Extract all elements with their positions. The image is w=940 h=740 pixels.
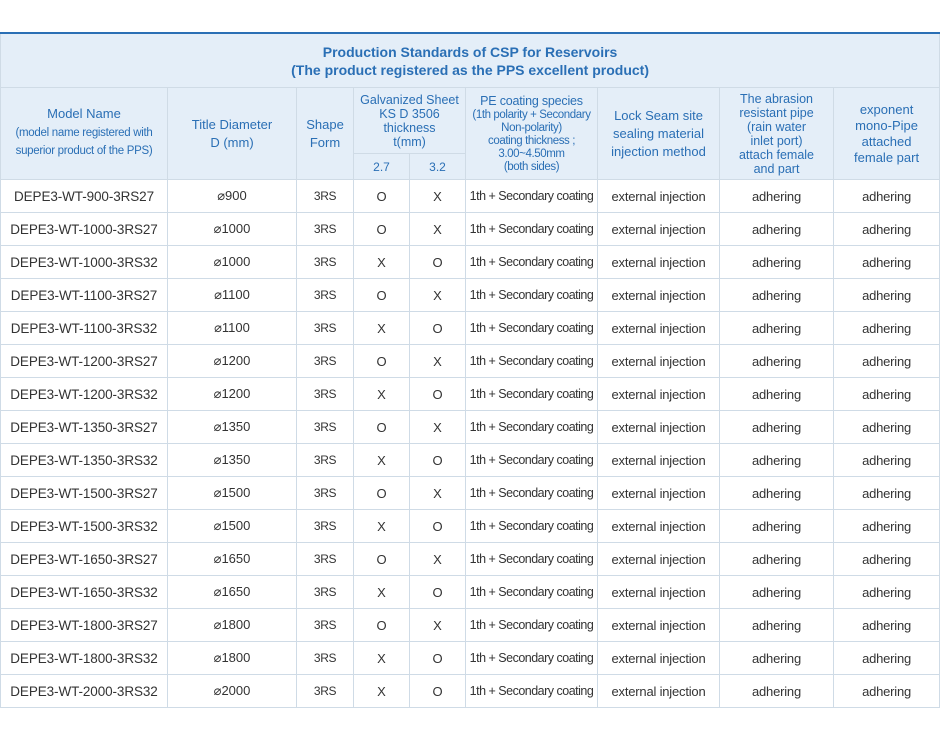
cell-thickness-2-7: X bbox=[354, 246, 410, 279]
cell-shape-form: 3RS bbox=[297, 345, 354, 378]
header-title-diameter-unit: D (mm) bbox=[210, 134, 254, 150]
cell-shape-form: 3RS bbox=[297, 444, 354, 477]
header-exponent-pipe bbox=[834, 88, 940, 180]
cell-thickness-3-2: X bbox=[410, 345, 466, 378]
table-title-line2: (The product registered as the PPS excellent product) bbox=[291, 61, 649, 78]
cell-model-name: DEPE3-WT-1350-3RS27 bbox=[1, 411, 168, 444]
cell-lock-seam: external injection bbox=[598, 312, 720, 345]
table-row bbox=[1, 180, 940, 213]
header-model-name bbox=[1, 88, 168, 180]
header-pe-line2: (1th polarity + Secondary bbox=[472, 108, 591, 121]
cell-diameter: ⌀2000 bbox=[168, 675, 297, 708]
table-row bbox=[1, 246, 940, 279]
cell-abrasion-pipe: adhering bbox=[720, 312, 834, 345]
cell-thickness-3-2: X bbox=[410, 609, 466, 642]
table-row bbox=[1, 444, 940, 477]
header-shape-form-line2: Form bbox=[309, 134, 341, 150]
cell-lock-seam: external injection bbox=[598, 576, 720, 609]
header-pe-line4: coating thickness ; bbox=[487, 134, 575, 147]
header-abr-line1: The abrasion bbox=[740, 91, 813, 106]
cell-lock-seam: external injection bbox=[598, 345, 720, 378]
cell-thickness-2-7: X bbox=[354, 312, 410, 345]
cell-diameter: ⌀1100 bbox=[168, 279, 297, 312]
cell-shape-form: 3RS bbox=[297, 642, 354, 675]
cell-thickness-2-7: O bbox=[354, 411, 410, 444]
cell-exponent-pipe: adhering bbox=[834, 609, 940, 642]
cell-exponent-pipe: adhering bbox=[834, 411, 940, 444]
table-row bbox=[1, 345, 940, 378]
cell-diameter: ⌀1350 bbox=[168, 444, 297, 477]
cell-abrasion-pipe: adhering bbox=[720, 444, 834, 477]
cell-shape-form: 3RS bbox=[297, 477, 354, 510]
header-galvanized-sheet bbox=[354, 88, 466, 154]
cell-model-name: DEPE3-WT-1000-3RS27 bbox=[1, 213, 168, 246]
cell-lock-seam: external injection bbox=[598, 378, 720, 411]
cell-thickness-3-2: O bbox=[410, 576, 466, 609]
cell-abrasion-pipe: adhering bbox=[720, 345, 834, 378]
cell-thickness-3-2: X bbox=[410, 279, 466, 312]
cell-exponent-pipe: adhering bbox=[834, 543, 940, 576]
cell-shape-form: 3RS bbox=[297, 576, 354, 609]
cell-diameter: ⌀1200 bbox=[168, 345, 297, 378]
cell-lock-seam: external injection bbox=[598, 213, 720, 246]
header-exp-line1: exponent bbox=[859, 101, 914, 117]
cell-thickness-2-7: O bbox=[354, 477, 410, 510]
cell-abrasion-pipe: adhering bbox=[720, 378, 834, 411]
cell-thickness-2-7: O bbox=[354, 180, 410, 213]
cell-thickness-2-7: X bbox=[354, 510, 410, 543]
cell-abrasion-pipe: adhering bbox=[720, 675, 834, 708]
cell-diameter: ⌀1000 bbox=[168, 246, 297, 279]
cell-model-name: DEPE3-WT-2000-3RS32 bbox=[1, 675, 168, 708]
cell-pe-coating: 1th + Secondary coating bbox=[466, 312, 598, 345]
cell-pe-coating: 1th + Secondary coating bbox=[466, 543, 598, 576]
cell-thickness-2-7: X bbox=[354, 576, 410, 609]
cell-exponent-pipe: adhering bbox=[834, 675, 940, 708]
cell-diameter: ⌀1350 bbox=[168, 411, 297, 444]
cell-thickness-3-2: O bbox=[410, 312, 466, 345]
cell-lock-seam: external injection bbox=[598, 411, 720, 444]
cell-model-name: DEPE3-WT-900-3RS27 bbox=[1, 180, 168, 213]
cell-diameter: ⌀1100 bbox=[168, 312, 297, 345]
cell-model-name: DEPE3-WT-1650-3RS27 bbox=[1, 543, 168, 576]
cell-pe-coating: 1th + Secondary coating bbox=[466, 576, 598, 609]
cell-diameter: ⌀1500 bbox=[168, 510, 297, 543]
cell-thickness-2-7: O bbox=[354, 543, 410, 576]
header-pe-line3: Non-polarity) bbox=[501, 121, 562, 134]
cell-lock-seam: external injection bbox=[598, 609, 720, 642]
cell-exponent-pipe: adhering bbox=[834, 180, 940, 213]
header-galv-line3: thickness bbox=[383, 120, 436, 135]
header-exp-line2: mono-Pipe bbox=[855, 117, 918, 133]
header-galv-line2: KS D 3506 bbox=[379, 106, 440, 121]
cell-abrasion-pipe: adhering bbox=[720, 411, 834, 444]
header-abr-line4: inlet port) bbox=[750, 133, 803, 148]
cell-thickness-3-2: O bbox=[410, 675, 466, 708]
cell-diameter: ⌀1200 bbox=[168, 378, 297, 411]
cell-model-name: DEPE3-WT-1500-3RS32 bbox=[1, 510, 168, 543]
table-row bbox=[1, 279, 940, 312]
cell-thickness-3-2: X bbox=[410, 213, 466, 246]
cell-model-name: DEPE3-WT-1500-3RS27 bbox=[1, 477, 168, 510]
cell-pe-coating: 1th + Secondary coating bbox=[466, 477, 598, 510]
cell-pe-coating: 1th + Secondary coating bbox=[466, 675, 598, 708]
table-body bbox=[1, 180, 940, 708]
cell-abrasion-pipe: adhering bbox=[720, 180, 834, 213]
cell-thickness-2-7: X bbox=[354, 378, 410, 411]
cell-diameter: ⌀1500 bbox=[168, 477, 297, 510]
cell-lock-seam: external injection bbox=[598, 246, 720, 279]
cell-abrasion-pipe: adhering bbox=[720, 642, 834, 675]
header-shape-form bbox=[297, 88, 354, 180]
cell-abrasion-pipe: adhering bbox=[720, 543, 834, 576]
cell-exponent-pipe: adhering bbox=[834, 279, 940, 312]
cell-diameter: ⌀1800 bbox=[168, 609, 297, 642]
cell-model-name: DEPE3-WT-1100-3RS32 bbox=[1, 312, 168, 345]
standards-table-container bbox=[0, 32, 939, 708]
table-row bbox=[1, 411, 940, 444]
cell-thickness-3-2: X bbox=[410, 477, 466, 510]
header-galv-3-2: 3.2 bbox=[410, 154, 466, 180]
table-row bbox=[1, 378, 940, 411]
cell-thickness-2-7: O bbox=[354, 609, 410, 642]
cell-diameter: ⌀1000 bbox=[168, 213, 297, 246]
header-abrasion-pipe bbox=[720, 88, 834, 180]
header-lock-seam bbox=[598, 88, 720, 180]
header-abr-line5: attach female bbox=[738, 147, 815, 162]
cell-diameter: ⌀1650 bbox=[168, 543, 297, 576]
cell-pe-coating: 1th + Secondary coating bbox=[466, 246, 598, 279]
cell-shape-form: 3RS bbox=[297, 411, 354, 444]
cell-pe-coating: 1th + Secondary coating bbox=[466, 279, 598, 312]
cell-pe-coating: 1th + Secondary coating bbox=[466, 213, 598, 246]
cell-thickness-2-7: X bbox=[354, 444, 410, 477]
cell-shape-form: 3RS bbox=[297, 675, 354, 708]
header-abr-line2: resistant pipe bbox=[739, 105, 814, 120]
header-model-name-sub1: (model name registered with bbox=[15, 127, 153, 139]
table-title bbox=[1, 33, 940, 88]
cell-lock-seam: external injection bbox=[598, 279, 720, 312]
cell-lock-seam: external injection bbox=[598, 180, 720, 213]
cell-lock-seam: external injection bbox=[598, 642, 720, 675]
header-pe-line1: PE coating species bbox=[480, 93, 583, 108]
cell-abrasion-pipe: adhering bbox=[720, 279, 834, 312]
header-pe-line6: (both sides) bbox=[503, 160, 560, 173]
cell-exponent-pipe: adhering bbox=[834, 213, 940, 246]
cell-diameter: ⌀1800 bbox=[168, 642, 297, 675]
cell-abrasion-pipe: adhering bbox=[720, 576, 834, 609]
cell-thickness-2-7: O bbox=[354, 213, 410, 246]
cell-shape-form: 3RS bbox=[297, 246, 354, 279]
cell-abrasion-pipe: adhering bbox=[720, 477, 834, 510]
cell-thickness-2-7: O bbox=[354, 279, 410, 312]
table-title-line1: Production Standards of CSP for Reservoirs bbox=[322, 43, 618, 60]
cell-model-name: DEPE3-WT-1000-3RS32 bbox=[1, 246, 168, 279]
cell-pe-coating: 1th + Secondary coating bbox=[466, 642, 598, 675]
header-galv-2-7: 2.7 bbox=[354, 154, 410, 180]
table-row bbox=[1, 312, 940, 345]
cell-exponent-pipe: adhering bbox=[834, 510, 940, 543]
cell-thickness-3-2: X bbox=[410, 543, 466, 576]
standards-table bbox=[0, 32, 940, 708]
header-shape-form-line1: Shape bbox=[306, 116, 344, 132]
cell-pe-coating: 1th + Secondary coating bbox=[466, 609, 598, 642]
table-row bbox=[1, 213, 940, 246]
cell-pe-coating: 1th + Secondary coating bbox=[466, 345, 598, 378]
header-model-name-sub2: superior product of the PPS) bbox=[15, 145, 153, 157]
header-pe-coating bbox=[466, 88, 598, 180]
cell-exponent-pipe: adhering bbox=[834, 246, 940, 279]
cell-thickness-3-2: X bbox=[410, 411, 466, 444]
cell-shape-form: 3RS bbox=[297, 279, 354, 312]
header-model-name-label: Model Name bbox=[47, 106, 121, 121]
cell-pe-coating: 1th + Secondary coating bbox=[466, 411, 598, 444]
cell-pe-coating: 1th + Secondary coating bbox=[466, 180, 598, 213]
cell-exponent-pipe: adhering bbox=[834, 576, 940, 609]
cell-shape-form: 3RS bbox=[297, 312, 354, 345]
cell-thickness-2-7: X bbox=[354, 675, 410, 708]
cell-model-name: DEPE3-WT-1800-3RS32 bbox=[1, 642, 168, 675]
cell-thickness-3-2: O bbox=[410, 246, 466, 279]
cell-pe-coating: 1th + Secondary coating bbox=[466, 378, 598, 411]
table-row bbox=[1, 675, 940, 708]
cell-lock-seam: external injection bbox=[598, 444, 720, 477]
header-exp-line3: attached bbox=[861, 133, 912, 149]
cell-exponent-pipe: adhering bbox=[834, 477, 940, 510]
header-title-diameter bbox=[168, 88, 297, 180]
header-title-diameter-label: Title Diameter bbox=[191, 116, 273, 132]
cell-pe-coating: 1th + Secondary coating bbox=[466, 444, 598, 477]
cell-pe-coating: 1th + Secondary coating bbox=[466, 510, 598, 543]
cell-exponent-pipe: adhering bbox=[834, 642, 940, 675]
cell-diameter: ⌀900 bbox=[168, 180, 297, 213]
cell-thickness-3-2: O bbox=[410, 444, 466, 477]
cell-exponent-pipe: adhering bbox=[834, 312, 940, 345]
cell-abrasion-pipe: adhering bbox=[720, 213, 834, 246]
table-row bbox=[1, 576, 940, 609]
cell-abrasion-pipe: adhering bbox=[720, 510, 834, 543]
header-exp-line4: female part bbox=[854, 149, 920, 165]
cell-model-name: DEPE3-WT-1100-3RS27 bbox=[1, 279, 168, 312]
cell-abrasion-pipe: adhering bbox=[720, 246, 834, 279]
cell-thickness-3-2: O bbox=[410, 510, 466, 543]
table-row bbox=[1, 609, 940, 642]
cell-shape-form: 3RS bbox=[297, 510, 354, 543]
cell-exponent-pipe: adhering bbox=[834, 345, 940, 378]
cell-thickness-2-7: X bbox=[354, 642, 410, 675]
header-lock-line3: injection method bbox=[611, 143, 706, 159]
cell-model-name: DEPE3-WT-1200-3RS32 bbox=[1, 378, 168, 411]
cell-shape-form: 3RS bbox=[297, 180, 354, 213]
cell-shape-form: 3RS bbox=[297, 213, 354, 246]
cell-lock-seam: external injection bbox=[598, 510, 720, 543]
table-row bbox=[1, 510, 940, 543]
cell-thickness-3-2: O bbox=[410, 378, 466, 411]
cell-abrasion-pipe: adhering bbox=[720, 609, 834, 642]
header-lock-line1: Lock Seam site bbox=[614, 107, 703, 123]
header-galv-line4: t(mm) bbox=[393, 134, 426, 149]
cell-model-name: DEPE3-WT-1650-3RS32 bbox=[1, 576, 168, 609]
header-pe-line5: 3.00~4.50mm bbox=[498, 147, 565, 160]
header-abr-line3: (rain water bbox=[746, 119, 807, 134]
cell-shape-form: 3RS bbox=[297, 378, 354, 411]
cell-exponent-pipe: adhering bbox=[834, 444, 940, 477]
cell-exponent-pipe: adhering bbox=[834, 378, 940, 411]
cell-lock-seam: external injection bbox=[598, 543, 720, 576]
table-row bbox=[1, 642, 940, 675]
table-row bbox=[1, 543, 940, 576]
cell-diameter: ⌀1650 bbox=[168, 576, 297, 609]
cell-shape-form: 3RS bbox=[297, 609, 354, 642]
header-galv-line1: Galvanized Sheet bbox=[360, 92, 459, 107]
cell-thickness-3-2: O bbox=[410, 642, 466, 675]
cell-model-name: DEPE3-WT-1350-3RS32 bbox=[1, 444, 168, 477]
table-row bbox=[1, 477, 940, 510]
header-abr-line6: and part bbox=[753, 161, 800, 176]
cell-model-name: DEPE3-WT-1200-3RS27 bbox=[1, 345, 168, 378]
cell-model-name: DEPE3-WT-1800-3RS27 bbox=[1, 609, 168, 642]
cell-shape-form: 3RS bbox=[297, 543, 354, 576]
cell-thickness-2-7: O bbox=[354, 345, 410, 378]
cell-lock-seam: external injection bbox=[598, 675, 720, 708]
cell-thickness-3-2: X bbox=[410, 180, 466, 213]
cell-lock-seam: external injection bbox=[598, 477, 720, 510]
header-lock-line2: sealing material bbox=[612, 125, 705, 141]
